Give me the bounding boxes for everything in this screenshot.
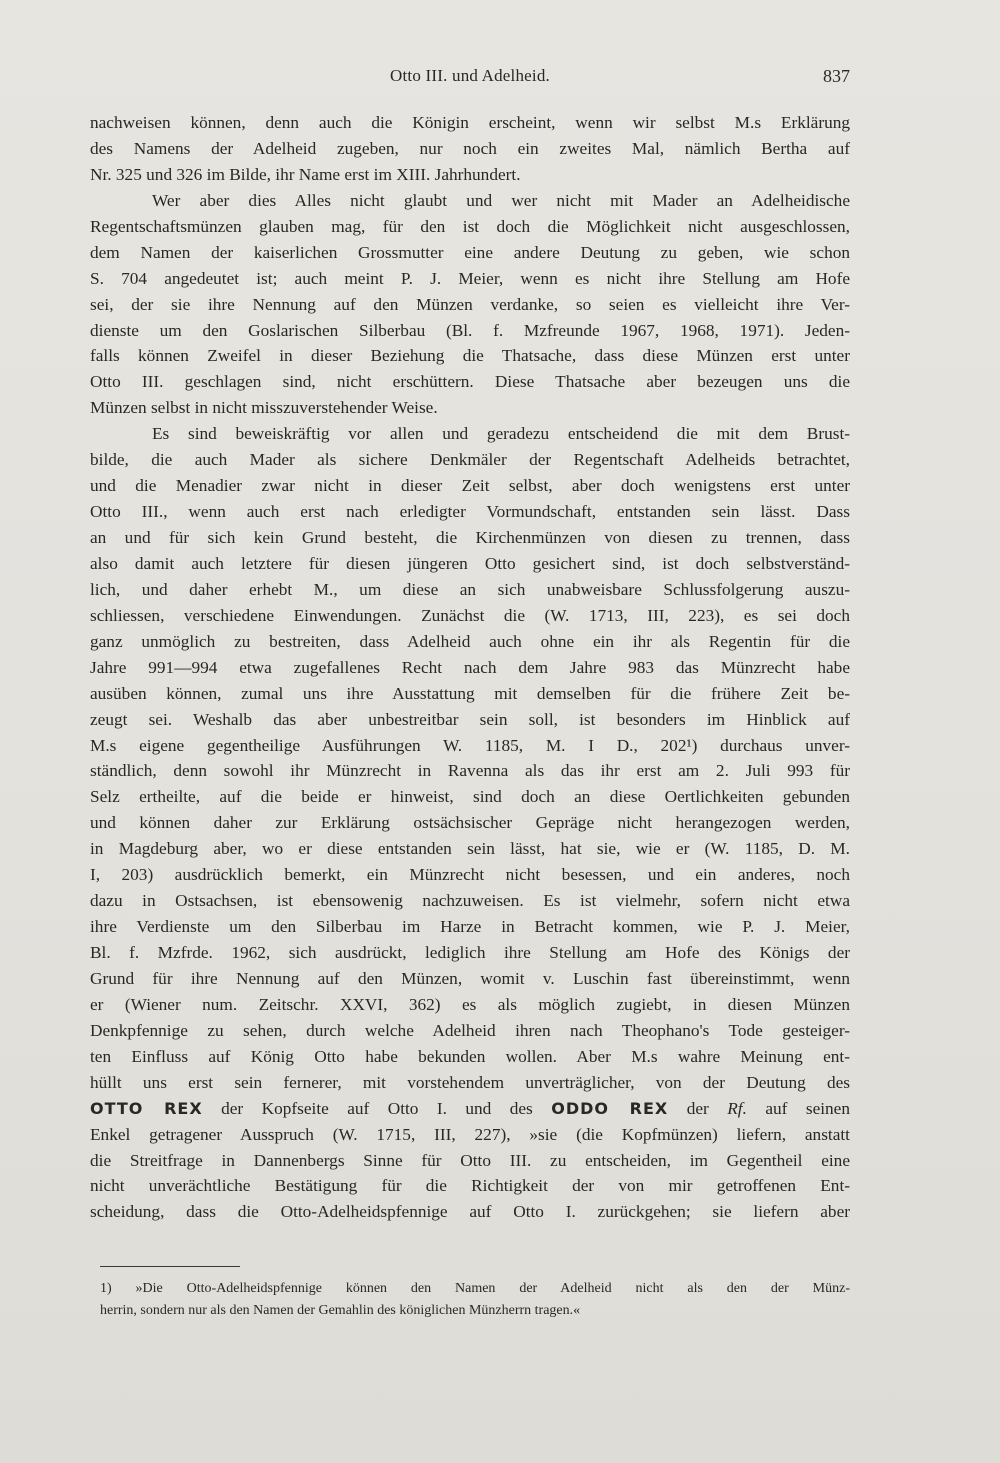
text-line: schliessen, verschiedene Einwendungen. Zunächst die (W. 1713, III, 223), es sei doch bbox=[90, 605, 850, 625]
text-line: dazu in Ostsachsen, ist ebensowenig nachzuweisen. Es ist vielmehr, sofern nicht etwa bbox=[90, 891, 850, 911]
special-text-2: der bbox=[686, 1098, 709, 1118]
text-line: nicht unverächtliche Bestätigung für die Richtigkeit der von mir getroffenen Ent- bbox=[90, 1176, 850, 1196]
text-line: Regentschaftsmünzen glauben mag, für den ist doch die Möglichkeit nicht ausgeschlossen, bbox=[90, 216, 850, 236]
text-line: ständlich, denn sowohl ihr Münzrecht in Ravenna als das ihr erst am 2. Juli 993 für bbox=[90, 761, 850, 781]
running-head bbox=[90, 66, 850, 94]
text-line: scheidung, dass die Otto-Adelheidspfennige auf Otto I. zurückgehen; sie liefern aber bbox=[90, 1202, 850, 1222]
body-text bbox=[90, 110, 850, 1225]
text-line: Münzen selbst in nicht misszuverstehender Weise. bbox=[90, 398, 438, 418]
text-line: Wer aber dies Alles nicht glaubt und wer nicht mit Mader an Adelheidische bbox=[152, 190, 850, 210]
text-line: ten Einfluss auf König Otto habe bekunden wollen. Aber M.s wahre Meinung ent- bbox=[90, 1046, 850, 1066]
special-text-1: der Kopfseite auf Otto I. und des bbox=[221, 1098, 533, 1118]
text-line: Jahre 991—994 etwa zugefallenes Recht nach dem Jahre 983 das Münzrecht habe bbox=[90, 657, 850, 677]
text-line: Otto III. geschlagen sind, nicht erschüttern. Diese Thatsache aber bezeugen uns die bbox=[90, 372, 850, 392]
text-line: und können daher zur Erklärung ostsächsischer Gepräge nicht herangezogen werden, bbox=[90, 813, 850, 833]
footnotes bbox=[100, 1278, 850, 1322]
legend-oddo-rex: ODDO REX bbox=[551, 1098, 669, 1118]
text-line: des Namens der Adelheid zugeben, nur noch ein zweites Mal, nämlich Bertha auf bbox=[90, 138, 850, 158]
text-line: I, 203) ausdrücklich bemerkt, ein Münzrecht nicht besessen, und ein anderes, noch bbox=[90, 865, 850, 885]
text-line: er (Wiener num. Zeitschr. XXVI, 362) es als möglich zugiebt, in diesen Münzen bbox=[90, 994, 850, 1014]
special-rf: Rf. bbox=[727, 1098, 747, 1118]
text-line: Denkpfennige zu sehen, durch welche Adelheid ihren nach Theophano's Tode gesteiger- bbox=[90, 1020, 850, 1040]
text-line: Bl. f. Mzfrde. 1962, sich ausdrückt, lediglich ihre Stellung am Hofe des Königs der bbox=[90, 943, 850, 962]
text-line: an und für sich kein Grund besteht, die Kirchenmünzen von diesen zu trennen, dass bbox=[90, 528, 850, 547]
text-line: in Magdeburg aber, wo er diese entstanden sein lässt, hat sie, wie er (W. 1185, D. M. bbox=[90, 839, 850, 859]
text-line: Otto III., wenn auch erst nach erledigter Vormundschaft, entstanden sein lässt. Dass bbox=[90, 502, 850, 522]
text-line: ganz unmöglich zu bestreiten, dass Adelheid auch ohne ein ihr als Regentin für die bbox=[90, 631, 850, 651]
footnote-line: herrin, sondern nur als den Namen der Gemahlin des königlichen Münzherrn tragen.« bbox=[100, 1303, 581, 1318]
special-text-3: auf seinen bbox=[765, 1098, 850, 1118]
text-line-special bbox=[90, 1096, 850, 1122]
text-line: nachweisen können, denn auch die Königin erscheint, wenn wir selbst M.s Erklärung bbox=[90, 113, 850, 132]
text-line: dem Namen der kaiserlichen Grossmutter eine andere Deutung zu geben, wie schon bbox=[90, 242, 850, 262]
legend-otto-rex: OTTO REX bbox=[90, 1098, 203, 1118]
text-line: und die Menadier zwar nicht in dieser Zeit selbst, aber doch wenigstens erst unter bbox=[90, 476, 850, 496]
paragraph-lines bbox=[90, 110, 850, 1096]
text-line: die Streitfrage in Dannenbergs Sinne für Otto III. zu entscheiden, im Gegentheil eine bbox=[90, 1150, 850, 1170]
text-line: Selz ertheilte, auf die beide er hinweist, sind doch an diese Oertlichkeiten gebunden bbox=[90, 787, 850, 807]
running-title: Otto III. und Adelheid. bbox=[390, 66, 550, 85]
text-line: hüllt uns erst sein fernerer, mit vorstehendem unverträglicher, von der Deutung des bbox=[90, 1072, 850, 1092]
text-line: Grund für ihre Nennung auf den Münzen, womit v. Luschin fast übereinstimmt, wenn bbox=[90, 968, 850, 988]
text-line: bilde, die auch Mader als sichere Denkmäler der Regentschaft Adelheids betrachtet, bbox=[90, 450, 850, 470]
text-line: ihre Verdienste um den Silberbau im Harze in Betracht kommen, wie P. J. Meier, bbox=[90, 917, 850, 937]
footnote-rule bbox=[100, 1266, 240, 1267]
text-line: also damit auch letztere für diesen jüngeren Otto gesichert sind, ist doch selbstverständ- bbox=[90, 553, 850, 573]
text-line: Es sind beweiskräftig vor allen und geradezu entscheidend die mit dem Brust- bbox=[152, 424, 850, 444]
text-line: sei, der sie ihre Nennung auf den Münzen verdanke, so seien es vielleicht ihre Ver- bbox=[90, 294, 850, 314]
text-line: Nr. 325 und 326 im Bilde, ihr Name erst im XIII. Jahrhundert. bbox=[90, 164, 521, 184]
paragraph-lines-continued bbox=[90, 1122, 850, 1226]
text-line: dienste um den Goslarischen Silberbau (Bl. f. Mzfreunde 1967, 1968, 1971). Jeden- bbox=[90, 320, 850, 340]
text-line: falls können Zweifel in dieser Beziehung die Thatsache, dass diese Münzen erst unter bbox=[90, 346, 850, 366]
text-line: ausüben können, zumal uns ihre Ausstattung mit demselben für die frühere Zeit be- bbox=[90, 683, 850, 703]
text-line: M.s eigene gegentheilige Ausführungen W. 1185, M. I D., 202¹) durchaus unver- bbox=[90, 735, 850, 755]
page-number: 837 bbox=[823, 66, 850, 86]
footnote-line: 1) »Die Otto-Adelheidspfennige können den Namen der Adelheid nicht als den der Münz- bbox=[100, 1281, 850, 1296]
text-line: Enkel getragener Ausspruch (W. 1715, III, 227), »sie (die Kopfmünzen) liefern, anstatt bbox=[90, 1124, 850, 1144]
text-line: S. 704 angedeutet ist; auch meint P. J. Meier, wenn es nicht ihre Stellung am Hofe bbox=[90, 268, 850, 288]
text-line: zeugt sei. Weshalb das aber unbestreitbar sein soll, ist besonders im Hinblick auf bbox=[90, 709, 850, 729]
text-line: lich, und daher erhebt M., um diese an sich unabweisbare Schlussfolgerung auszu- bbox=[90, 579, 850, 599]
